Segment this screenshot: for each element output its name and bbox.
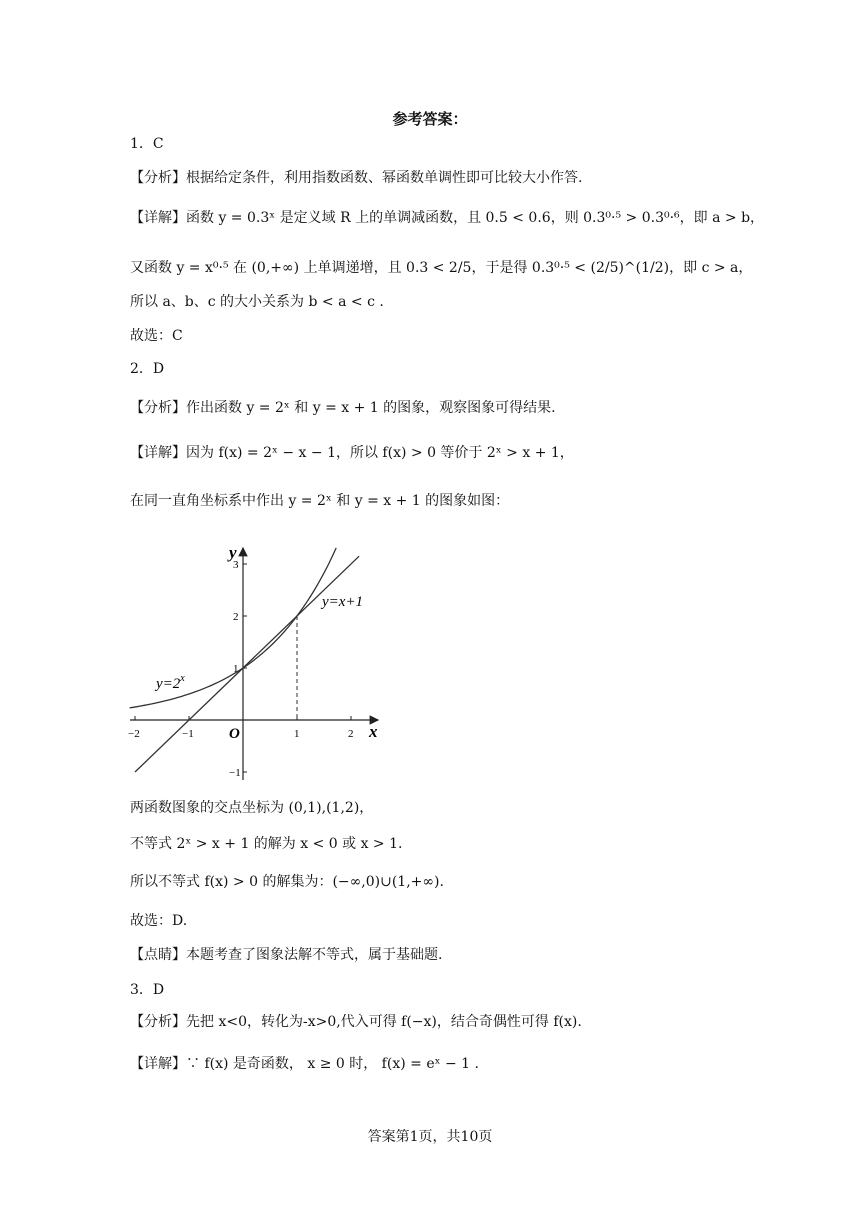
x-axis-label: x bbox=[369, 722, 378, 741]
q1-detail-2: 又函数 y = x⁰·⁵ 在 (0,+∞) 上单调递增，且 0.3 < 2/5，于是得 0.3⁰·⁵ < (2/5)^(1/2)，即 c > a， bbox=[130, 260, 753, 276]
q1-choice: 故选：C bbox=[130, 328, 183, 344]
x-tick-label: 1 bbox=[294, 728, 300, 740]
q2-detail-1: 【详解】因为 f(x) = 2ˣ − x − 1，所以 f(x) > 0 等价于 2ˣ > x + 1， bbox=[130, 445, 574, 461]
q1-detail-1: 【详解】函数 y = 0.3ˣ 是定义域 R 上的单调减函数，且 0.5 < 0.6，则 0.3⁰·⁵ > 0.3⁰·⁶，即 a > b， bbox=[130, 210, 765, 226]
y-tick-label: 2 bbox=[233, 611, 239, 623]
q2-comment: 【点睛】本题考查了图象法解不等式，属于基础题. bbox=[130, 947, 443, 963]
x-tick-label: −1 bbox=[182, 728, 194, 740]
x-tick-label: 2 bbox=[348, 728, 354, 740]
y-tick-label: 3 bbox=[233, 559, 239, 571]
origin-label: O bbox=[229, 726, 240, 742]
q2-analysis: 【分析】作出函数 y = 2ˣ 和 y = x + 1 的图象，观察图象可得结果. bbox=[130, 400, 556, 416]
line-x-plus-1 bbox=[135, 556, 359, 772]
y-tick-label: 1 bbox=[233, 663, 239, 675]
q2-detail-2: 在同一直角坐标系中作出 y = 2ˣ 和 y = x + 1 的图象如图： bbox=[130, 493, 510, 509]
q3-analysis: 【分析】先把 x<0，转化为-x>0,代入可得 f(−x)，结合奇偶性可得 f(x). bbox=[130, 1014, 582, 1030]
q2-number: 2．D bbox=[130, 361, 165, 377]
function-graph bbox=[126, 540, 386, 780]
q1-analysis: 【分析】根据给定条件，利用指数函数、幂函数单调性即可比较大小作答. bbox=[130, 170, 583, 186]
q1-number: 1．C bbox=[130, 136, 164, 152]
x-tick-label: −2 bbox=[128, 728, 140, 740]
line-label: y=x+1 bbox=[322, 594, 364, 610]
page-footer: 答案第1页，共10页 bbox=[367, 1129, 493, 1145]
q2-choice: 故选：D. bbox=[130, 913, 188, 929]
q3-detail-1: 【详解】∵ f(x) 是奇函数， x ≥ 0 时， f(x) = eˣ − 1 . bbox=[130, 1056, 479, 1072]
q2-inequality: 不等式 2ˣ > x + 1 的解为 x < 0 或 x > 1. bbox=[130, 836, 403, 852]
y-tick-label: −1 bbox=[229, 767, 241, 779]
curve-label: $y=2^x$ bbox=[156, 673, 185, 692]
y-axis-label: y bbox=[229, 543, 237, 562]
q3-number: 3．D bbox=[130, 982, 165, 998]
q2-intersection: 两函数图象的交点坐标为 (0,1),(1,2)， bbox=[130, 800, 374, 816]
page-title: 参考答案： bbox=[392, 110, 468, 128]
q2-solution: 所以不等式 f(x) > 0 的解集为：(−∞,0)∪(1,+∞). bbox=[130, 874, 444, 890]
q1-detail-3: 所以 a、b、c 的大小关系为 b < a < c . bbox=[130, 294, 384, 310]
